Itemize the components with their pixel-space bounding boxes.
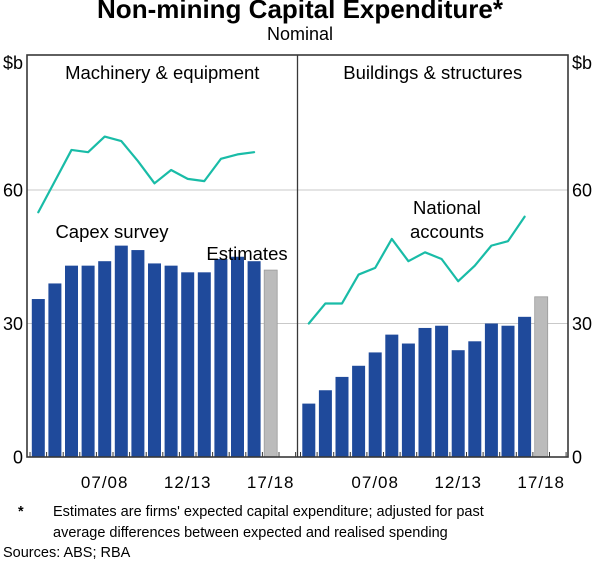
y-tick-label-left-0: 0 bbox=[12, 447, 23, 468]
bar-capex-survey-06-07 bbox=[82, 266, 95, 457]
bar-capex-survey-03-04 bbox=[302, 404, 315, 457]
footnote-marker: * bbox=[18, 504, 24, 520]
bar-capex-survey-07-08 bbox=[98, 261, 111, 457]
bar-capex-survey-15-16 bbox=[502, 326, 515, 457]
chart-title: Non-mining Capital Expenditure* bbox=[97, 0, 503, 24]
x-tick-label-12-13-panel-1: 12/13 bbox=[434, 473, 482, 492]
bar-capex-survey-08-09 bbox=[385, 335, 398, 457]
bar-capex-survey-15-16 bbox=[231, 257, 244, 457]
bar-capex-survey-03-04 bbox=[32, 299, 45, 457]
bar-capex-survey-06-07 bbox=[352, 366, 365, 457]
y-tick-label-left-30: 30 bbox=[2, 314, 23, 334]
footnote-text: Estimates are firms' expected capital expenditure; adjusted for past average differences between expected and realised spending bbox=[53, 504, 484, 541]
bar-capex-survey-04-05 bbox=[319, 390, 332, 457]
series-label-capex-survey: Capex survey bbox=[55, 221, 169, 242]
bar-capex-survey-12-13 bbox=[181, 272, 194, 457]
y-axis-unit-right: $b bbox=[572, 53, 593, 73]
panel-title-machinery-equipment: Machinery & equipment bbox=[65, 62, 260, 83]
bar-capex-survey-11-12 bbox=[435, 326, 448, 457]
bar-capex-survey-07-08 bbox=[369, 352, 382, 457]
line-national-accounts-panel-0 bbox=[38, 137, 254, 213]
y-axis-unit-left: $b bbox=[2, 53, 23, 73]
bar-capex-survey-05-06 bbox=[336, 377, 349, 457]
x-tick-label-07-08-panel-1: 07/08 bbox=[351, 473, 399, 492]
y-tick-label-right-0: 0 bbox=[572, 447, 583, 468]
bar-capex-survey-05-06 bbox=[65, 266, 78, 457]
footnote bbox=[18, 502, 533, 544]
bar-capex-survey-09-10 bbox=[131, 250, 144, 457]
y-tick-label-right-30: 30 bbox=[572, 314, 593, 334]
sources-line: Sources: ABS; RBA bbox=[3, 545, 131, 561]
bar-capex-survey-11-12 bbox=[165, 266, 178, 457]
series-label-accounts: accounts bbox=[409, 221, 485, 242]
y-tick-label-right-60: 60 bbox=[572, 180, 593, 201]
x-tick-label-07-08-panel-0: 07/08 bbox=[80, 473, 129, 492]
bar-capex-survey-16-17 bbox=[248, 261, 261, 457]
bar-capex-survey-09-10 bbox=[402, 344, 415, 457]
bar-capex-survey-14-15 bbox=[485, 324, 498, 458]
bar-estimates-17-18 bbox=[535, 297, 548, 457]
bar-estimates-17-18 bbox=[264, 270, 277, 457]
series-label-estimates: Estimates bbox=[206, 243, 288, 264]
y-tick-label-left-60: 60 bbox=[2, 180, 23, 201]
x-tick-label-17-18-panel-0: 17/18 bbox=[246, 473, 295, 492]
bar-capex-survey-04-05 bbox=[48, 283, 61, 457]
bar-capex-survey-12-13 bbox=[452, 350, 465, 457]
series-label-national: National bbox=[413, 197, 481, 218]
bar-capex-survey-10-11 bbox=[419, 328, 432, 457]
bar-capex-survey-13-14 bbox=[468, 341, 481, 457]
chart-subtitle: Nominal bbox=[266, 24, 334, 44]
x-tick-label-17-18-panel-1: 17/18 bbox=[517, 473, 565, 492]
bar-capex-survey-14-15 bbox=[214, 259, 227, 457]
x-tick-label-12-13-panel-0: 12/13 bbox=[163, 473, 212, 492]
bar-capex-survey-16-17 bbox=[518, 317, 531, 457]
bar-capex-survey-10-11 bbox=[148, 263, 161, 457]
bar-capex-survey-08-09 bbox=[115, 246, 128, 457]
bar-capex-survey-13-14 bbox=[198, 272, 211, 457]
panel-title-buildings-structures: Buildings & structures bbox=[343, 62, 523, 83]
